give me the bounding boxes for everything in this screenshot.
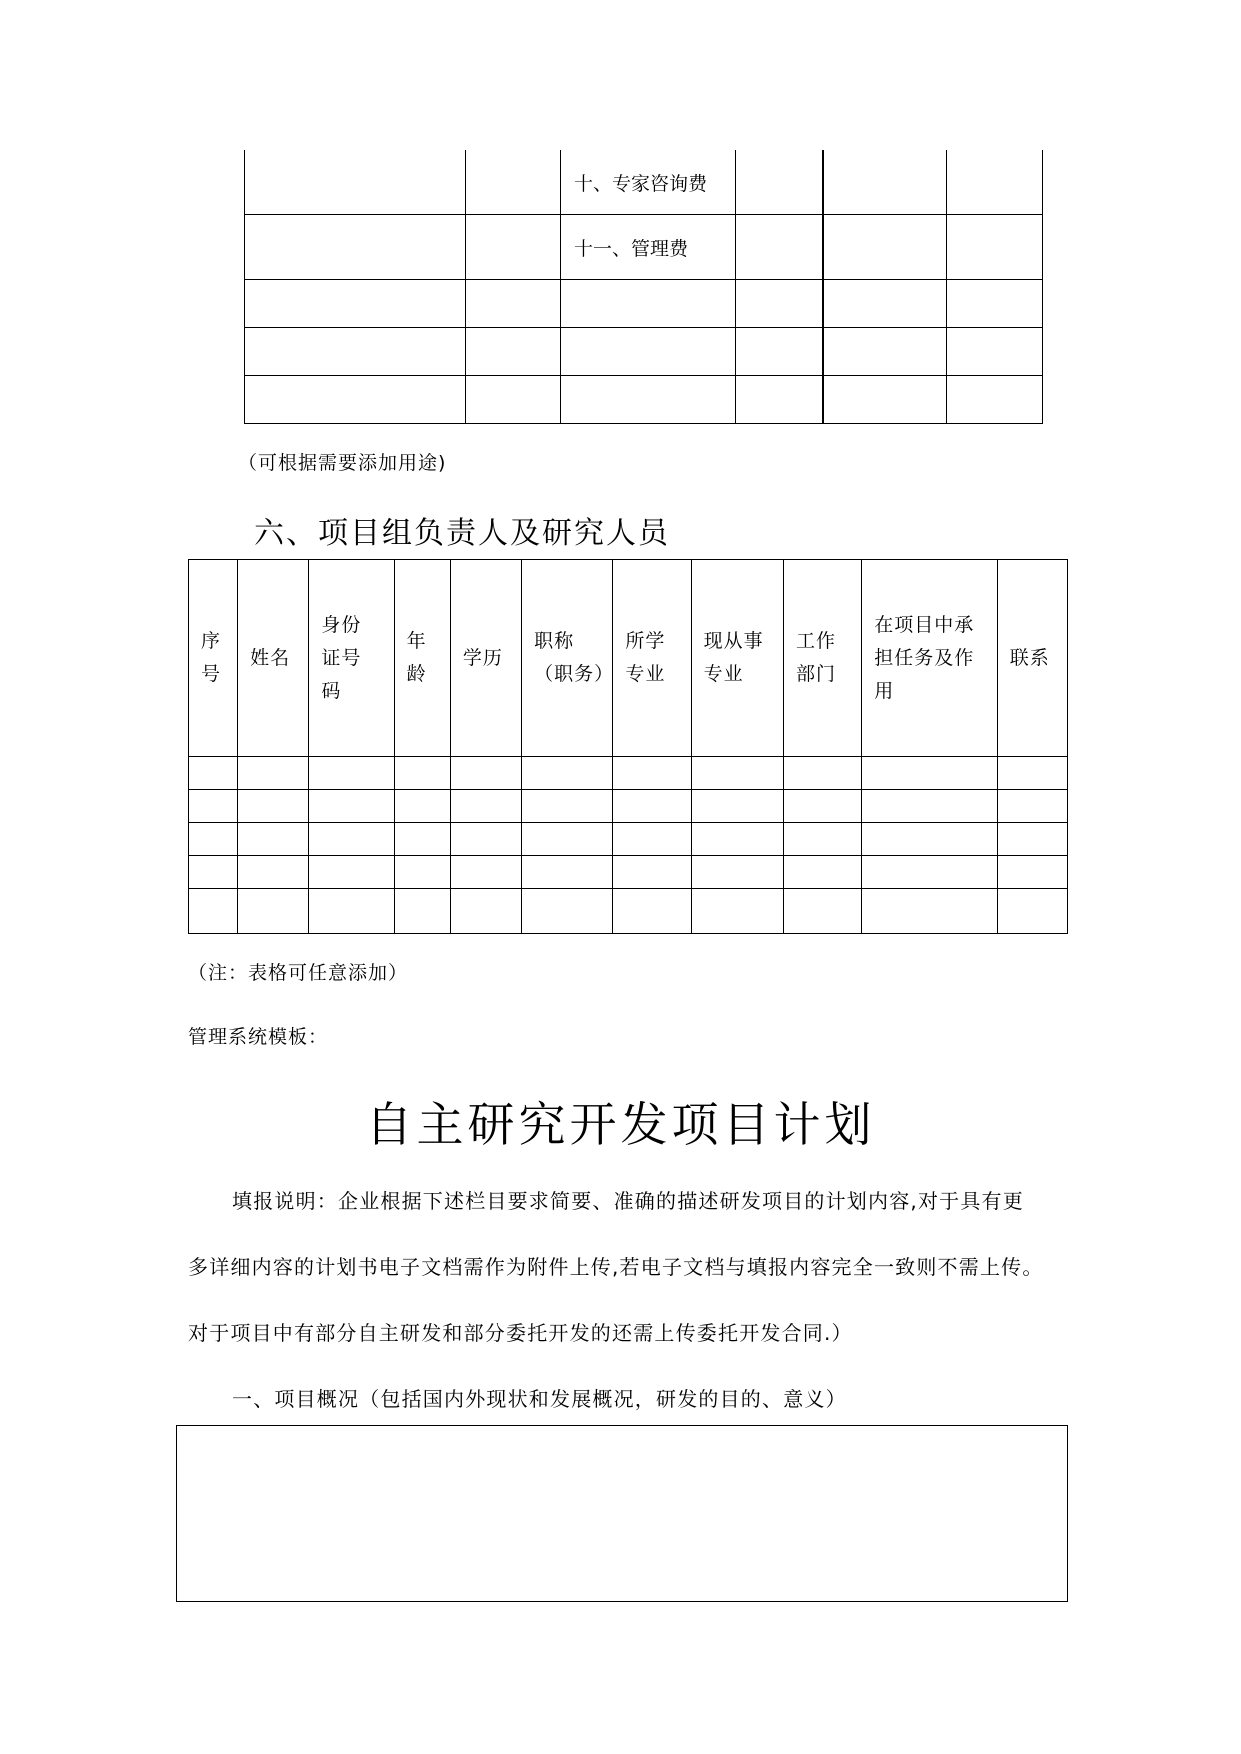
- staff-cell: [238, 823, 309, 856]
- staff-header-cell: [783, 560, 861, 757]
- budget-note: （可根据需要添加用途): [238, 452, 447, 474]
- staff-cell: [450, 856, 521, 889]
- staff-cell: [522, 790, 613, 823]
- staff-header-text: 证号: [321, 646, 362, 669]
- staff-cell: [394, 889, 450, 934]
- budget-item-cell: 十一、管理费: [561, 215, 736, 280]
- staff-header-text: 部门: [795, 663, 836, 685]
- staff-header-cell: [997, 560, 1067, 757]
- staff-cell: [450, 823, 521, 856]
- staff-cell: [189, 790, 238, 823]
- table-row: [245, 215, 1043, 280]
- staff-cell: [394, 823, 450, 856]
- plan-title: 自主研究开发项目计划: [365, 1098, 876, 1153]
- staff-table: [188, 559, 1068, 934]
- staff-cell: [783, 790, 861, 823]
- staff-header-cell: [522, 560, 613, 757]
- staff-header-text: 所学: [625, 630, 666, 652]
- staff-cell: [189, 889, 238, 934]
- staff-cell: [189, 823, 238, 856]
- staff-header-text: 联系: [1009, 646, 1050, 669]
- staff-cell: [309, 790, 394, 823]
- staff-note: （注：表格可任意添加）: [188, 962, 409, 984]
- staff-cell: [783, 856, 861, 889]
- staff-cell: [862, 757, 997, 790]
- section-one-title: 一、项目概况（包括国内外现状和发展概况，研发的目的、意义）: [232, 1387, 847, 1411]
- staff-cell: [691, 889, 783, 934]
- instructions-line-3: 对于项目中有部分自主研发和部分委托开发的还需上传委托开发合同.）: [188, 1321, 853, 1345]
- staff-cell: [522, 757, 613, 790]
- staff-cell: [450, 889, 521, 934]
- template-label: 管理系统模板：: [188, 1026, 329, 1048]
- staff-cell: [238, 856, 309, 889]
- staff-cell: [238, 790, 309, 823]
- budget-item-cell: [561, 376, 736, 424]
- staff-cell: [309, 823, 394, 856]
- budget-item-cell: [561, 280, 736, 328]
- staff-header-text: 担任务及作: [874, 646, 975, 669]
- staff-cell: [862, 856, 997, 889]
- staff-cell: [691, 856, 783, 889]
- table-row: [245, 280, 1043, 328]
- staff-cell: [189, 856, 238, 889]
- staff-cell: [394, 856, 450, 889]
- staff-cell: [862, 889, 997, 934]
- staff-cell: [691, 823, 783, 856]
- table-row: [189, 856, 1068, 889]
- staff-cell: [613, 823, 691, 856]
- staff-cell: [522, 889, 613, 934]
- staff-cell: [450, 790, 521, 823]
- budget-item-cell: [561, 328, 736, 376]
- staff-cell: [997, 889, 1067, 934]
- staff-header-text: 工作: [795, 630, 836, 652]
- section-six-title: 六、项目组负责人及研究人员: [254, 516, 670, 551]
- staff-header-text: 在项目中承: [874, 613, 975, 636]
- staff-cell: [450, 757, 521, 790]
- staff-header-cell: [394, 560, 450, 757]
- staff-header-text: 现从事: [703, 630, 764, 652]
- staff-header-text: 职称: [534, 630, 575, 652]
- table-row: [189, 823, 1068, 856]
- staff-cell: [862, 790, 997, 823]
- staff-cell: [691, 790, 783, 823]
- staff-header-text: 龄: [406, 663, 427, 685]
- staff-header-cell: [238, 560, 309, 757]
- staff-cell: [309, 757, 394, 790]
- staff-cell: [309, 856, 394, 889]
- staff-cell: [783, 757, 861, 790]
- staff-header-cell: [862, 560, 997, 757]
- budget-table: [244, 150, 1043, 424]
- staff-header-text: 姓名: [250, 646, 291, 669]
- staff-header-text: 码: [321, 679, 342, 702]
- table-row: [245, 150, 1043, 215]
- staff-cell: [997, 856, 1067, 889]
- staff-cell: [997, 823, 1067, 856]
- staff-cell: [997, 757, 1067, 790]
- table-header-row: [189, 560, 1068, 757]
- table-row: [189, 757, 1068, 790]
- staff-header-cell: [189, 560, 238, 757]
- staff-cell: [613, 757, 691, 790]
- staff-header-cell: [450, 560, 521, 757]
- instructions-line-2: 多详细内容的计划书电子文档需作为附件上传,若电子文档与填报内容完全一致则不需上传。: [188, 1255, 1044, 1279]
- staff-cell: [189, 757, 238, 790]
- staff-cell: [613, 856, 691, 889]
- staff-header-text: （职务）: [534, 663, 615, 685]
- staff-header-text: 序: [201, 630, 222, 652]
- staff-header-text: 用: [874, 679, 895, 702]
- staff-header-text: 号: [201, 663, 222, 685]
- staff-cell: [613, 790, 691, 823]
- staff-header-text: 年: [406, 630, 427, 652]
- staff-cell: [613, 889, 691, 934]
- overview-text-box[interactable]: [176, 1425, 1068, 1602]
- staff-cell: [522, 823, 613, 856]
- staff-header-text: 专业: [703, 663, 744, 685]
- staff-cell: [238, 757, 309, 790]
- staff-header-text: 专业: [625, 663, 666, 685]
- staff-cell: [394, 757, 450, 790]
- staff-cell: [522, 856, 613, 889]
- staff-cell: [394, 790, 450, 823]
- staff-cell: [238, 889, 309, 934]
- staff-header-text: 身份: [321, 613, 362, 636]
- staff-cell: [691, 757, 783, 790]
- budget-item-cell: 十、专家咨询费: [561, 150, 736, 215]
- staff-cell: [783, 889, 861, 934]
- staff-cell: [783, 823, 861, 856]
- table-row: [189, 889, 1068, 934]
- instructions-line-1: 填报说明：企业根据下述栏目要求简要、准确的描述研发项目的计划内容,对于具有更: [232, 1189, 1024, 1213]
- table-row: [245, 328, 1043, 376]
- staff-header-text: 学历: [462, 646, 503, 669]
- table-row: [189, 790, 1068, 823]
- staff-cell: [309, 889, 394, 934]
- table-row: [245, 376, 1043, 424]
- staff-header-cell: [691, 560, 783, 757]
- staff-cell: [997, 790, 1067, 823]
- staff-cell: [862, 823, 997, 856]
- staff-header-cell: [309, 560, 394, 757]
- staff-header-cell: [613, 560, 691, 757]
